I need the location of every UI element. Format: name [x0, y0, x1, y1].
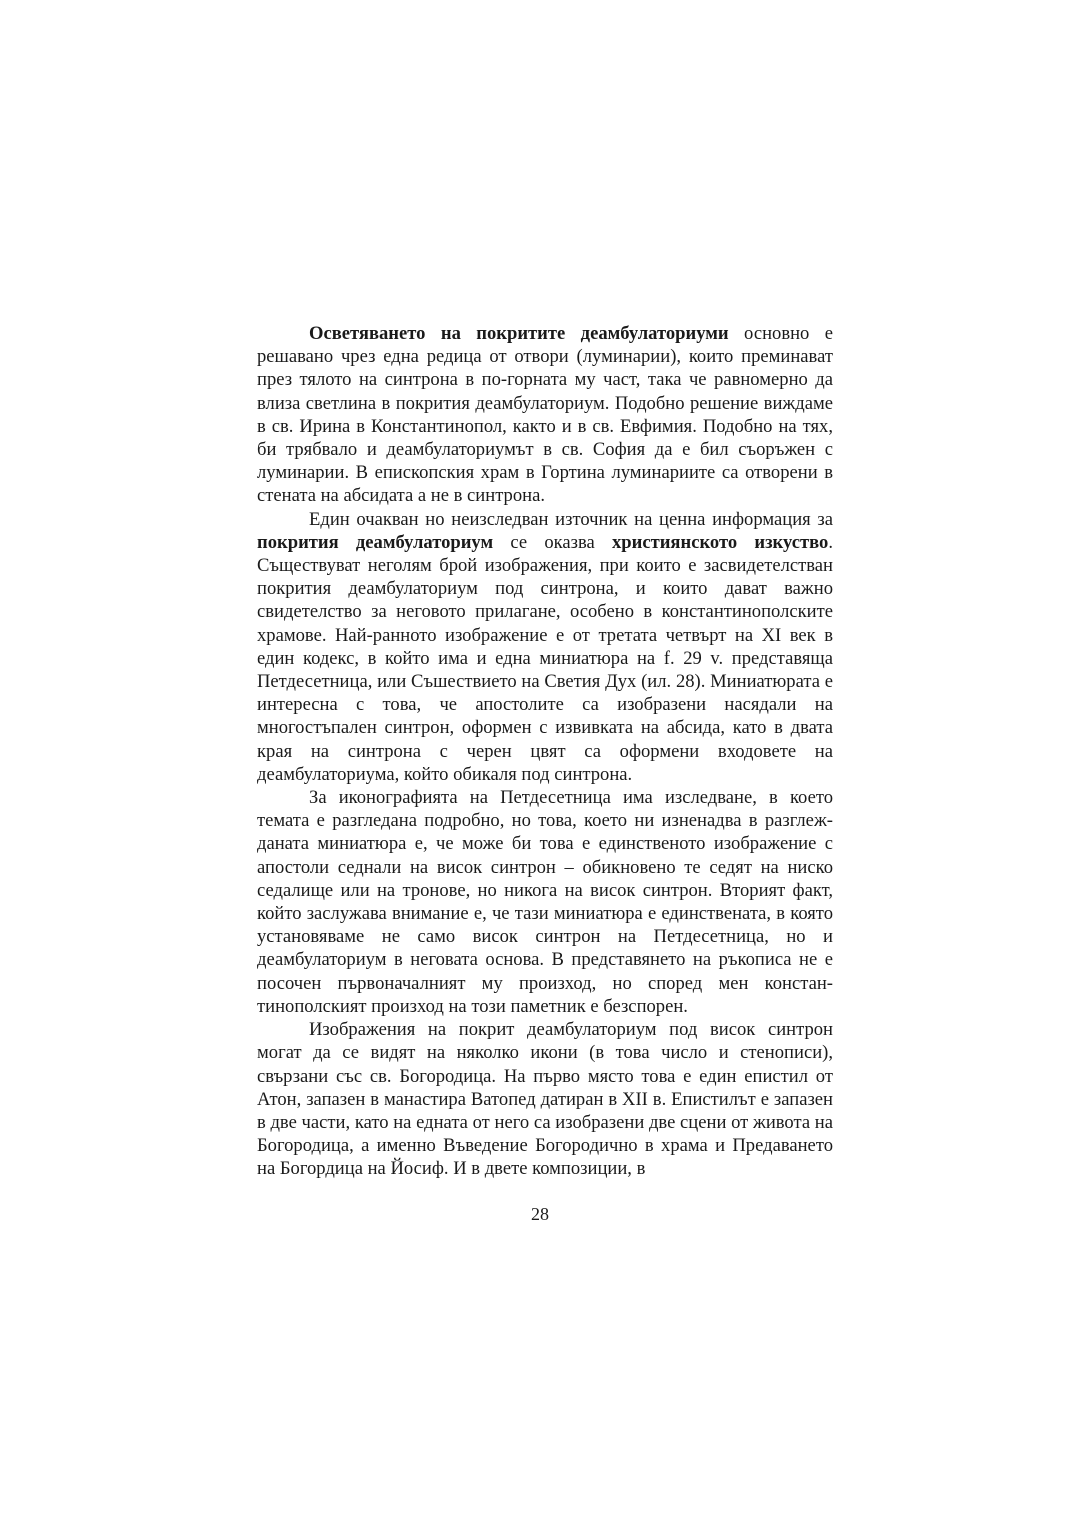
text-run: Един очакван но неизследван източник на ценна информация за — [309, 508, 833, 530]
bold-phrase: покрития деамбулаториум — [257, 531, 494, 553]
paragraph — [257, 1018, 833, 1180]
bold-phrase: християнското изкуство — [611, 531, 829, 553]
text-run: се оказва — [493, 531, 612, 553]
paragraph — [257, 508, 833, 786]
text-run: Изображения на покрит деамбулаториум под висок синтрон могат да се видят на няколко икони (в това число и стенописи), свързани със св. Богородица. На първо място това е един епистил от Атон, запазен в манастира Ватопед датиран в XII в. Епистилът е запазен в две части, като на едната от него са изобразени две сцени от живота на Богородица, а именно Въведение Богородично в храма и Предаването на Богордица на Йосиф. И в двете композиции, в — [257, 1019, 833, 1180]
paragraph — [257, 322, 833, 508]
paragraph — [257, 786, 833, 1018]
text-run: За иконографията на Петдесетница има изследване, в което темата е разгледана подробно, но това, което ни изненадва в разглежданата миниатюра е, че може би това е единственото изображение с апостоли седнали на висок синтрон – обикновено те седят на ниско седалище или на тронове, но никога на висок синтрон. Вторият факт, който заслужава внимание е, че тази миниатюра е единствената, в която установяваме не само висок синтрон на Петдесетница, но и деамбулаториум в неговата основа. В представянето на ръкописа не е посочен първоначалният му произход, но според мен константинополският произход на този паметник е безспорен. — [257, 787, 833, 1017]
bold-phrase: Осветяването на покритите деамбулаториуми — [309, 323, 729, 344]
text-run: основно е решавано чрез една редица от отвори (луминарии), които преминават през тялото на синтрона в по-горната му част, така че равномерно да влиза светлина в покрития деамбулаториум. Подобно решение виждаме в св. Ирина в Константинопол, както и в св. Евфимия. Подобно на тях, би трябвало и деамбулаториумът в св. София да е бил съоръжен с луминарии. В епископския храм в Гортина луминариите са отворени в стената на абсидата а не в синтрона. — [257, 323, 834, 507]
page-number: 28 — [531, 1204, 549, 1224]
text-run: . Съществуват неголям брой изображения, при които е засвидетелстван покрития деамбулаториум под синтрона, и които дават важно свидетелство за неговото прилагане, особено в константинополските храмове. Най-ранното изображение е от третата четвърт на XI век в един кодекс, в който има и една миниатюра на f. 29 v. представяща Петдесетница, или Съшествието на Светия Дух (ил. 28). Миниатюрата е интересна с това, че апостолите са изобразени насядали на многостъпален синтрон, оформен с извивката на абсида, като в двата края на синтрона с черен цвят са оформени входовете на деамбулаториума, който обикаля под синтрона. — [257, 531, 833, 785]
body-text — [257, 322, 833, 1181]
